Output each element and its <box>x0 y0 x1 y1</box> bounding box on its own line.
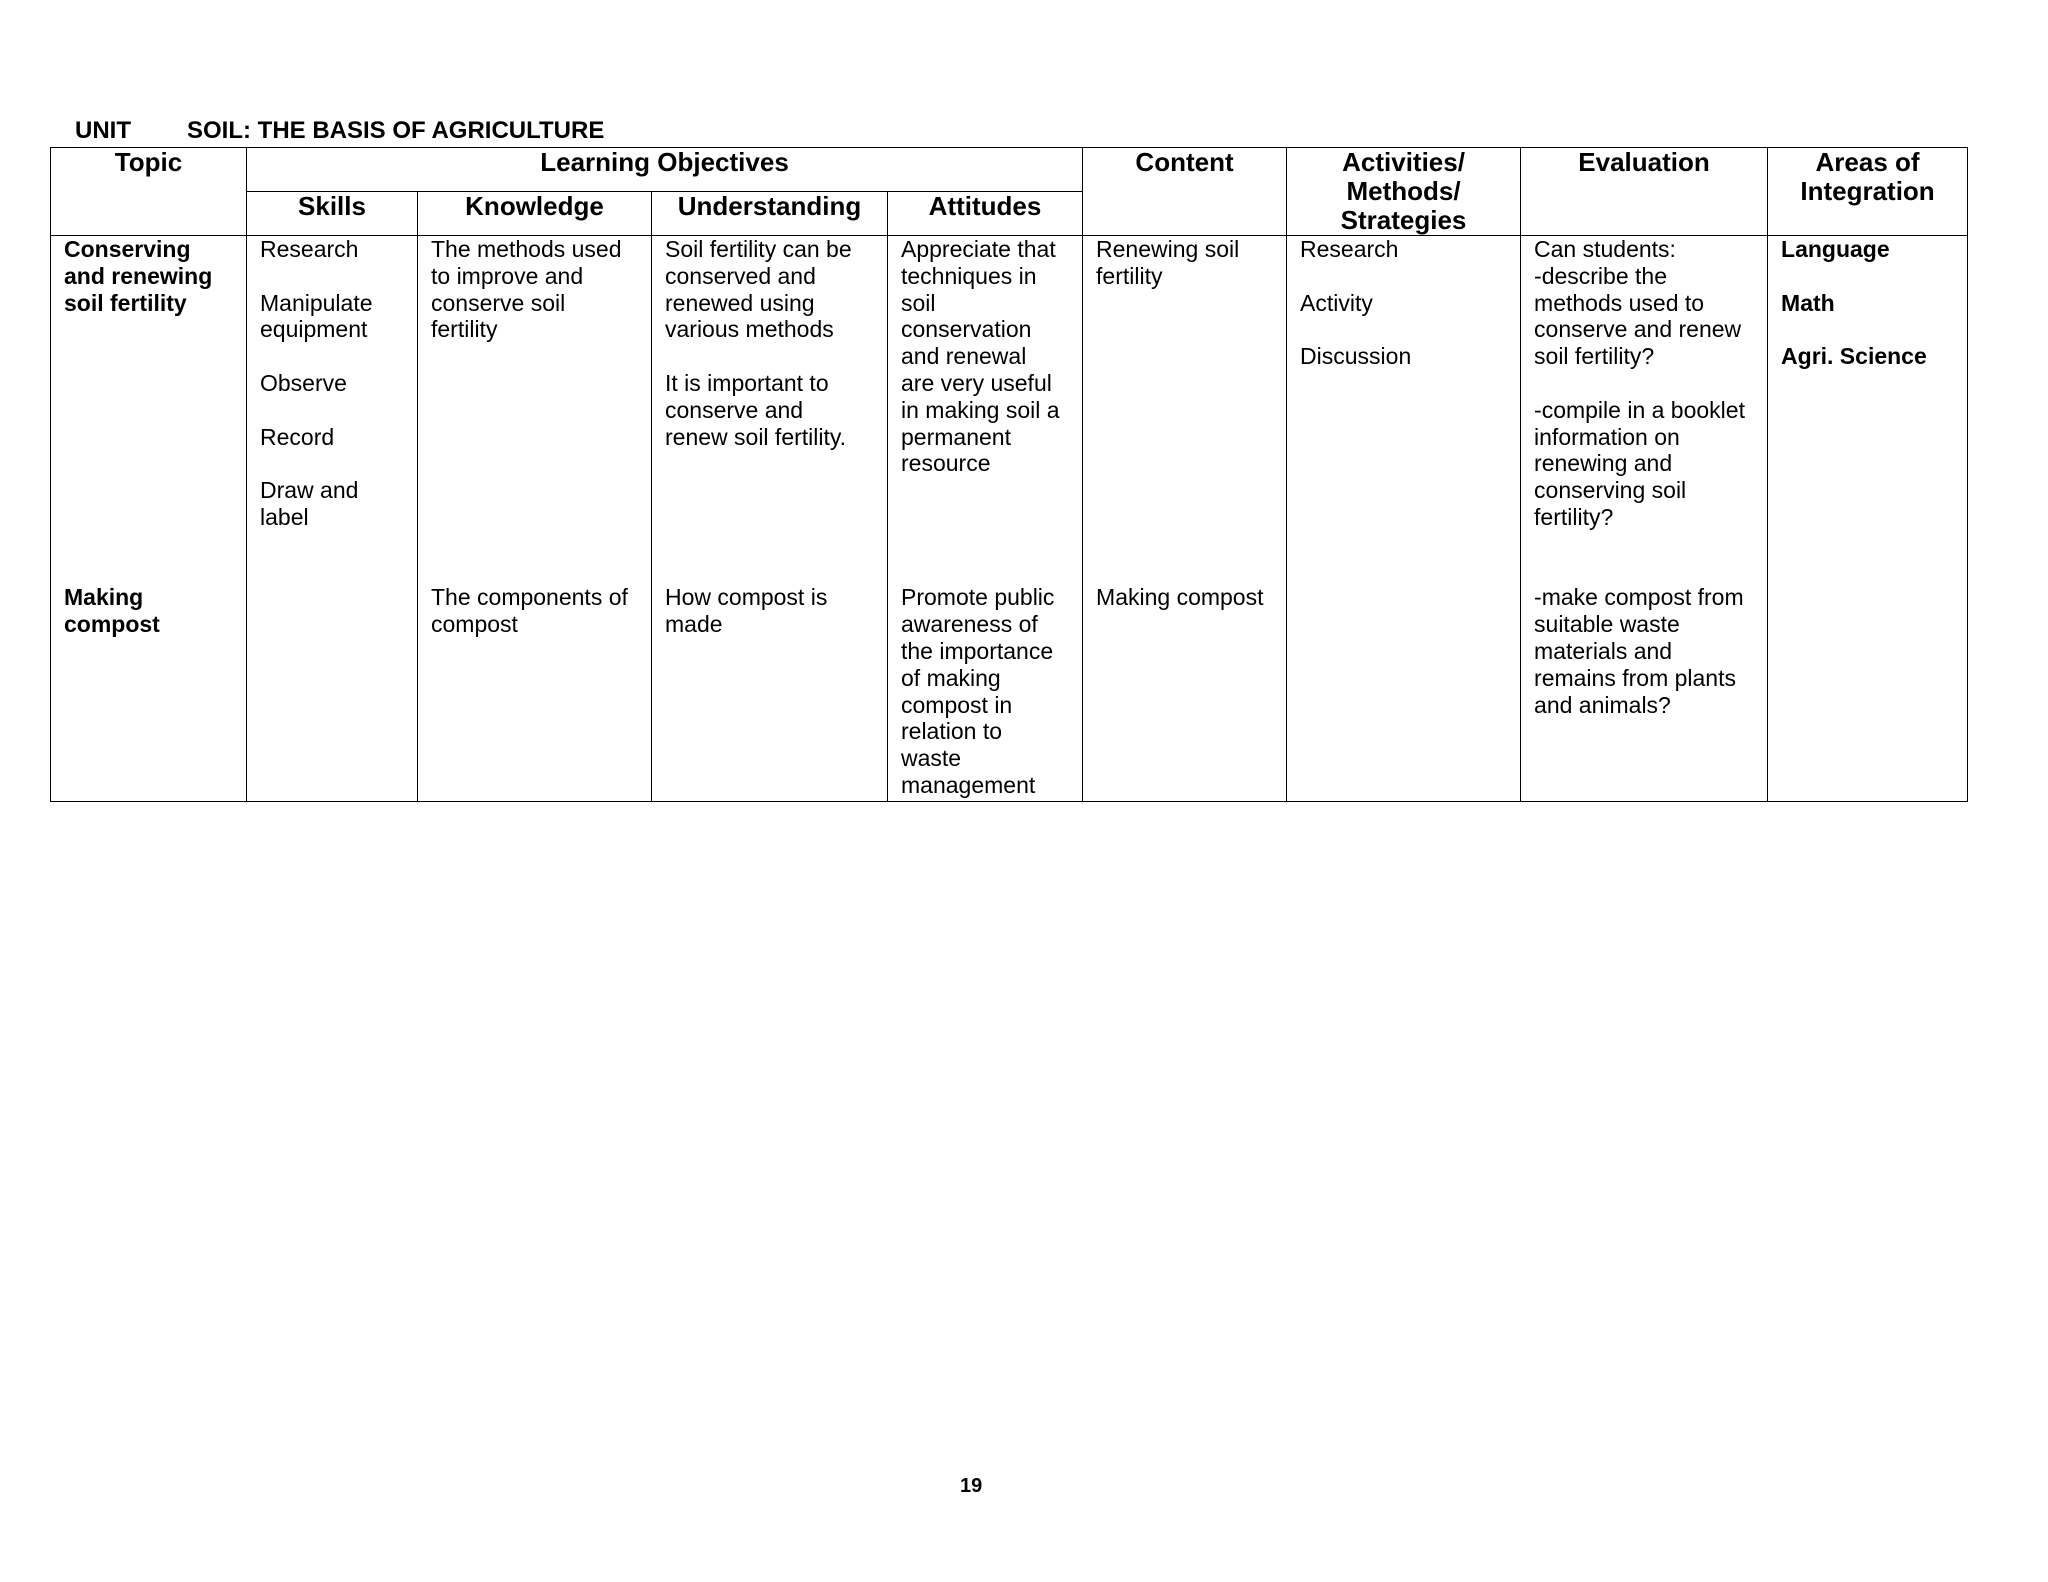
topic-cell: Conserving and renewing soil fertility Making compost <box>51 236 247 802</box>
unit-heading <box>75 117 604 145</box>
header-understanding: Understanding <box>652 192 888 236</box>
header-skills: Skills <box>247 192 418 236</box>
skills-cell: Research Manipulate equipment Observe Record Draw and label <box>247 236 418 802</box>
activities-cell: Research Activity Discussion <box>1287 236 1521 802</box>
header-row-1 <box>51 148 1968 192</box>
header-topic: Topic <box>51 148 247 236</box>
content-cell: Renewing soil fertility Making compost <box>1083 236 1287 802</box>
unit-label: UNIT <box>75 117 131 144</box>
header-attitudes: Attitudes <box>888 192 1083 236</box>
header-learning-objectives: Learning Objectives <box>247 148 1083 192</box>
header-areas-of-integration: Areas of Integration <box>1768 148 1968 236</box>
attitudes-cell: Appreciate that techniques in soil conservation and renewal are very useful in making soil a permanent resource Promote public awareness of the importance of making compost in relation to waste management <box>888 236 1083 802</box>
understanding-cell: Soil fertility can be conserved and renewed using various methods It is important to conserve and renew soil fertility. How compost is made <box>652 236 888 802</box>
header-evaluation: Evaluation <box>1521 148 1768 236</box>
header-content: Content <box>1083 148 1287 236</box>
unit-title: SOIL: THE BASIS OF AGRICULTURE <box>187 117 605 144</box>
areas-cell: Language Math Agri. Science <box>1768 236 1968 802</box>
header-knowledge: Knowledge <box>418 192 652 236</box>
knowledge-cell: The methods used to improve and conserve soil fertility The components of compost <box>418 236 652 802</box>
table-row <box>51 236 1968 802</box>
evaluation-cell: Can students: -describe the methods used to conserve and renew soil fertility? -compile in a booklet information on renewing and conserving soil fertility? -make compost from suitable waste materials and remains from plants and animals? <box>1521 236 1768 802</box>
scheme-of-work-table <box>50 147 1968 802</box>
header-activities: Activities/ Methods/ Strategies <box>1287 148 1521 236</box>
page-number: 19 <box>960 1475 983 1497</box>
